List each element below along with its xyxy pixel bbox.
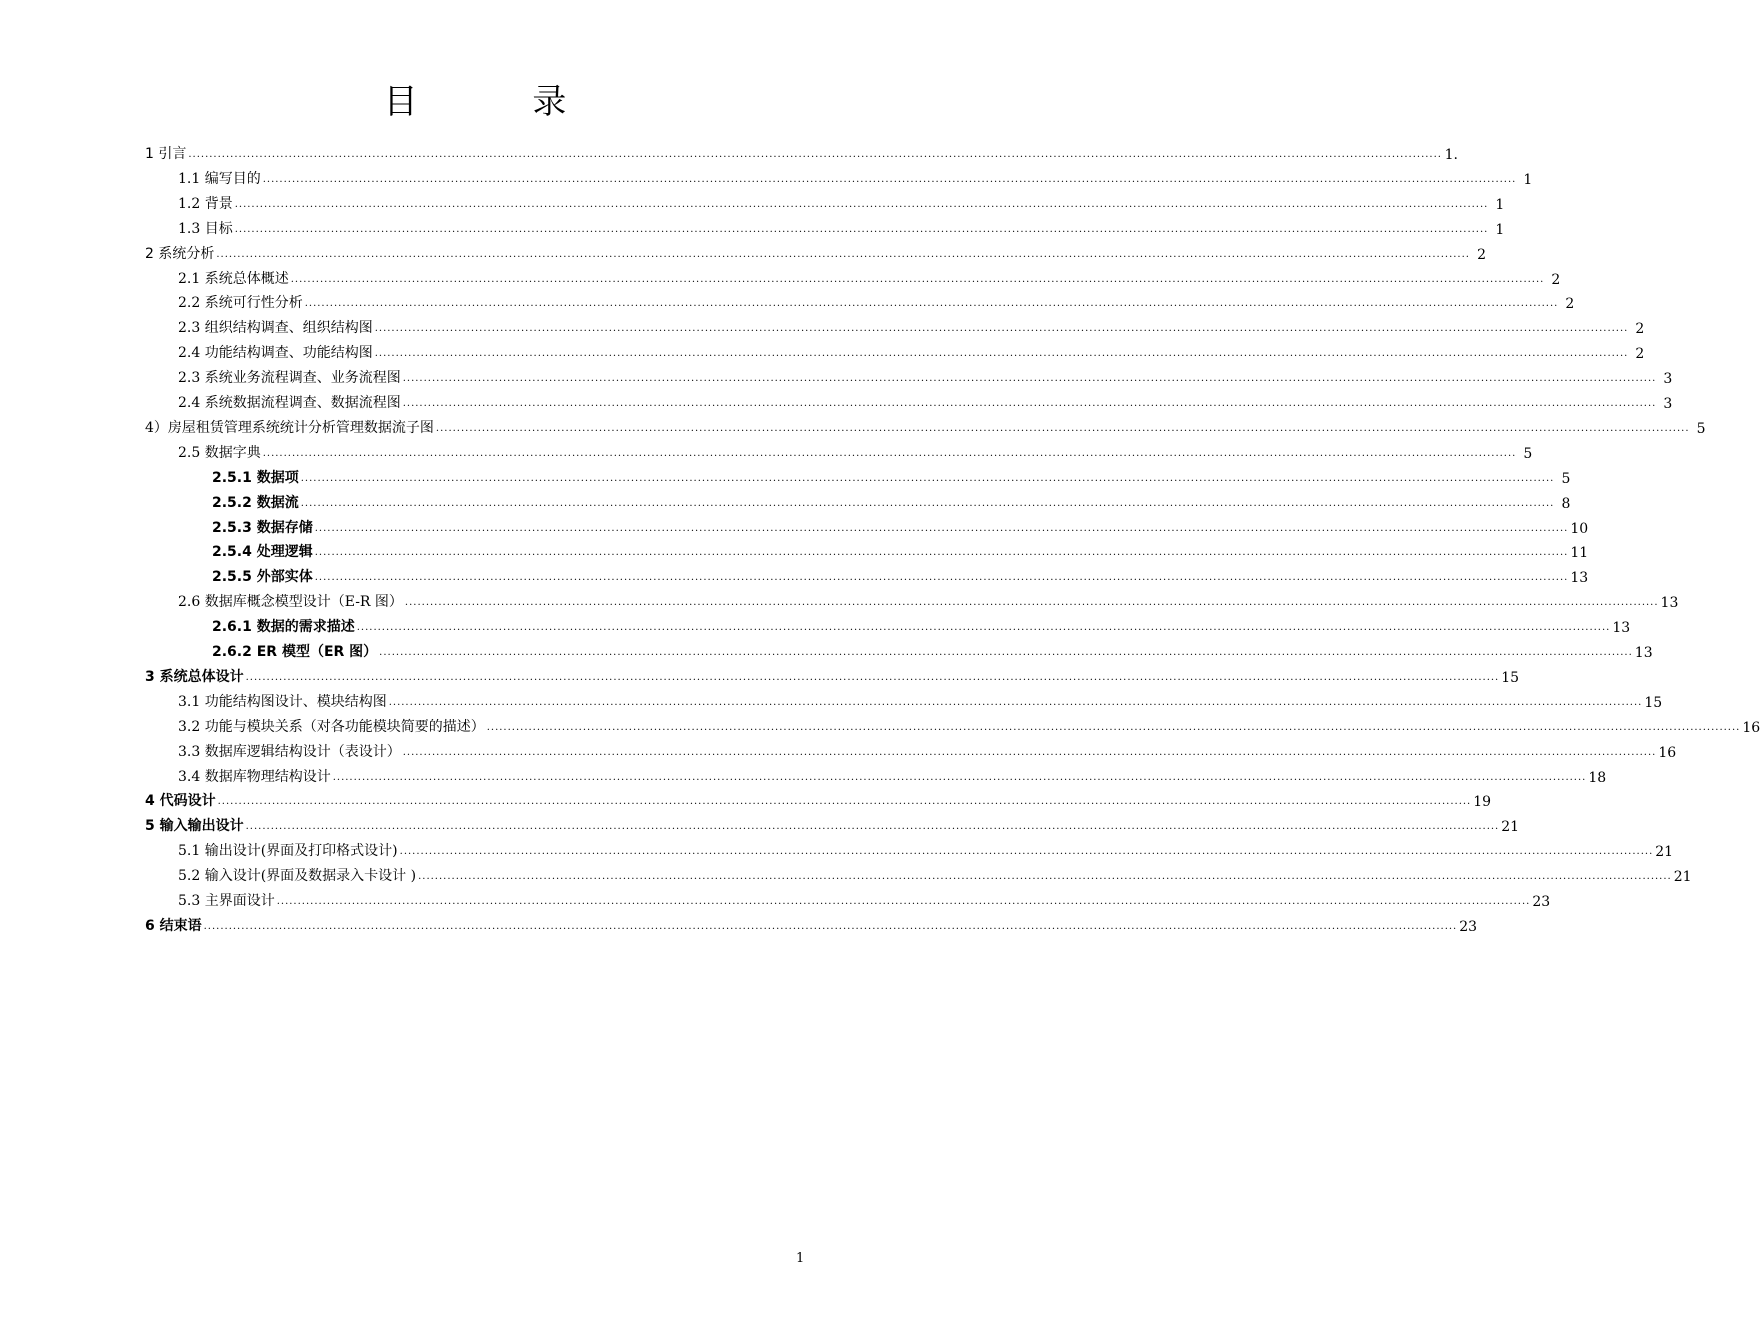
toc-entry-label: 3 系统总体设计 [145, 668, 244, 685]
toc-entry-label: 2.4 功能结构调查、功能结构图 [178, 345, 373, 362]
toc-entry-label: 2 系统分析 [145, 245, 215, 262]
toc-entry-label: 2.6.1 数据的需求描述 [212, 619, 355, 636]
toc-entry-page: 5 [1696, 420, 1706, 437]
toc-entry[interactable] [178, 188, 1505, 213]
toc-entry-label: 2.3 组织结构调查、组织结构图 [178, 320, 373, 337]
toc-entry-label: 2.1 系统总体概述 [178, 270, 289, 287]
toc-entry-page: 2 [1565, 296, 1575, 313]
toc-leader-dots: ............................................................................................................................................................................................................................................................................................................ [435, 422, 1690, 434]
toc-entry[interactable] [178, 761, 1607, 786]
toc-entry-label: 2.5.2 数据流 [212, 494, 299, 511]
toc-leader-dots: ............................................................................................................................................................................................................................................................................................................ [379, 647, 1633, 658]
toc-entry-page: 21 [1673, 869, 1692, 886]
toc-entry-page: 5 [1523, 445, 1533, 462]
toc-entry-label: 2.5.1 数据项 [212, 469, 299, 486]
toc-entry-label: 3.2 功能与模块关系（对各功能模块简要的描述） [178, 718, 485, 735]
toc-leader-dots: ............................................................................................................................................................................................................................................................................................................ [388, 696, 1643, 708]
toc-entry-label: 3.3 数据库逻辑结构设计（表设计） [178, 743, 401, 760]
toc-leader-dots: ............................................................................................................................................................................................................................................................................................................ [300, 497, 1555, 509]
toc-entry-page: 3 [1663, 371, 1673, 388]
toc-entry[interactable] [178, 736, 1677, 761]
toc-entry[interactable] [145, 138, 1458, 163]
toc-entry-label: 5.2 输入设计(界面及数据录入卡设计 ) [178, 868, 417, 885]
toc-leader-dots: ............................................................................................................................................................................................................................................................................................................ [314, 522, 1569, 534]
toc-leader-dots: ............................................................................................................................................................................................................................................................................................................ [245, 821, 1500, 833]
toc-entry-page: 2 [1551, 271, 1561, 288]
toc-entry-page: 21 [1501, 819, 1520, 836]
page-number: 1 [796, 1251, 805, 1266]
toc-leader-dots: ............................................................................................................................................................................................................................................................................................................ [290, 273, 1545, 285]
toc-entry-label: 3.4 数据库物理结构设计 [178, 768, 331, 785]
toc-leader-dots: ............................................................................................................................................................................................................................................................................................................ [356, 622, 1611, 634]
toc-entry-label: 2.3 系统业务流程调查、业务流程图 [178, 370, 401, 387]
toc-leader-dots: ............................................................................................................................................................................................................................................................................................................ [314, 572, 1569, 584]
toc-entry[interactable] [178, 686, 1663, 711]
toc-entry-label: 6 结束语 [145, 917, 202, 934]
toc-entry-label: 5.3 主界面设计 [178, 893, 275, 909]
toc-entry[interactable] [145, 910, 1478, 935]
toc-entry[interactable] [145, 785, 1492, 811]
toc-leader-dots: ............................................................................................................................................................................................................................................................................................................ [332, 771, 1587, 783]
toc-entry-label: 5 输入输出设计 [145, 818, 244, 835]
toc-leader-dots: ............................................................................................................................................................................................................................................................................................................ [374, 323, 1629, 335]
toc-entry[interactable] [212, 561, 1589, 587]
toc-leader-dots: ............................................................................................................................................................................................................................................................................................................ [374, 348, 1629, 360]
toc-entry-page: 5 [1561, 470, 1571, 487]
toc-leader-dots: ............................................................................................................................................................................................................................................................................................................ [216, 248, 1470, 260]
toc-leader-dots: ............................................................................................................................................................................................................................................................................................................ [276, 896, 1531, 907]
toc-entry[interactable] [145, 412, 1706, 437]
toc-entry-page: 13 [1612, 620, 1631, 637]
toc-entry[interactable] [212, 462, 1571, 487]
toc-entry-page: 8 [1561, 495, 1571, 512]
toc-entry-page: 13 [1634, 645, 1653, 661]
toc-entry[interactable] [178, 263, 1561, 288]
toc-entry[interactable] [145, 661, 1520, 686]
toc-entry[interactable] [178, 835, 1674, 861]
toc-entry[interactable] [212, 512, 1589, 537]
toc-entry-label: 4）房屋租赁管理系统统计分析管理数据流子图 [145, 419, 434, 436]
toc-entry[interactable] [145, 810, 1520, 836]
toc-entry-page: 23 [1532, 894, 1551, 910]
toc-entry-label: 2.5 数据字典 [178, 444, 261, 461]
toc-entry[interactable] [178, 586, 1679, 612]
toc-leader-dots: ............................................................................................................................................................................................................................................................................................................ [402, 373, 1657, 385]
toc-entry-label: 1.3 目标 [178, 220, 233, 237]
toc-leader-dots: ............................................................................................................................................................................................................................................................................................................ [188, 149, 1442, 160]
toc-entry-label: 2.6.2 ER 模型（ER 图） [212, 644, 378, 660]
toc-entry-label: 2.6 数据库概念模型设计（E-R 图） [178, 594, 403, 611]
toc-leader-dots: ............................................................................................................................................................................................................................................................................................................ [399, 846, 1654, 858]
toc-entry-page: 15 [1501, 669, 1520, 686]
toc-entry[interactable] [178, 437, 1533, 462]
toc-leader-dots: ............................................................................................................................................................................................................................................................................................................ [234, 223, 1489, 235]
toc-leader-dots: ............................................................................................................................................................................................................................................................................................................ [234, 198, 1489, 210]
toc-entry-page: 11 [1570, 545, 1589, 562]
toc-entry-label: 2.5.5 外部实体 [212, 569, 313, 586]
toc-leader-dots: ............................................................................................................................................................................................................................................................................................................ [300, 472, 1555, 484]
toc-entry[interactable] [212, 536, 1589, 562]
toc-leader-dots: ............................................................................................................................................................................................................................................................................................................ [217, 796, 1472, 808]
toc-entry-page: 2 [1635, 346, 1645, 363]
toc-entry-page: 13 [1660, 595, 1679, 612]
toc-entry-label: 2.2 系统可行性分析 [178, 295, 303, 312]
toc-entry-label: 5.1 输出设计(界面及打印格式设计) [178, 843, 398, 860]
toc-entry-page: 19 [1473, 794, 1492, 811]
toc-leader-dots: ............................................................................................................................................................................................................................................................................................................ [245, 671, 1500, 683]
toc-entry[interactable] [145, 238, 1486, 263]
toc-leader-dots: ............................................................................................................................................................................................................................................................................................................ [402, 398, 1657, 409]
toc-entry-page: 15 [1644, 694, 1663, 711]
toc-entry-page: 1. [1444, 147, 1458, 163]
toc-entry-label: 1 引言 [145, 146, 187, 162]
toc-leader-dots: ............................................................................................................................................................................................................................................................................................................ [404, 597, 1659, 609]
toc-leader-dots: ............................................................................................................................................................................................................................................................................................................ [262, 447, 1517, 459]
toc-entry-label: 1.2 背景 [178, 195, 233, 212]
toc-entry-page: 2 [1477, 246, 1486, 263]
toc-entry-page: 13 [1570, 570, 1589, 587]
toc-entry-page: 1 [1495, 196, 1505, 213]
toc-leader-dots: ............................................................................................................................................................................................................................................................................................................ [262, 173, 1517, 185]
toc-entry-label: 2.4 系统数据流程调查、数据流程图 [178, 395, 401, 411]
toc-entry[interactable] [178, 287, 1575, 313]
toc-entry[interactable] [178, 337, 1645, 363]
toc-entry[interactable] [178, 312, 1645, 338]
toc-entry-label: 2.5.3 数据存储 [212, 519, 313, 536]
toc-entry[interactable] [212, 487, 1571, 512]
toc-entry-label: 2.5.4 处理逻辑 [212, 544, 313, 561]
toc-entry-page: 21 [1655, 844, 1674, 861]
toc-entry[interactable] [178, 163, 1533, 188]
toc-entry-page: 10 [1570, 520, 1589, 537]
toc-entry-label: 3.1 功能结构图设计、模块结构图 [178, 693, 387, 710]
toc-leader-dots: ............................................................................................................................................................................................................................................................................................................ [402, 746, 1657, 758]
toc-entry-label: 4 代码设计 [145, 793, 216, 810]
toc-entry-label: 1.1 编写目的 [178, 170, 261, 187]
toc-entry[interactable] [178, 362, 1673, 388]
toc-entry-page: 2 [1635, 321, 1645, 338]
page-title: 目 录 [383, 82, 619, 122]
toc-entry[interactable] [178, 387, 1673, 412]
toc-entry[interactable] [178, 711, 1760, 736]
toc-entry[interactable] [178, 885, 1551, 910]
toc-leader-dots: ............................................................................................................................................................................................................................................................................................................ [486, 721, 1741, 733]
toc-entry[interactable] [212, 611, 1631, 637]
toc-entry-page: 18 [1588, 769, 1607, 786]
toc-leader-dots: ............................................................................................................................................................................................................................................................................................................ [203, 920, 1458, 932]
toc-leader-dots: ............................................................................................................................................................................................................................................................................................................ [314, 547, 1569, 559]
toc-entry[interactable] [178, 213, 1505, 238]
toc-entry-page: 1 [1523, 171, 1533, 188]
toc-entry-page: 16 [1658, 744, 1677, 761]
toc-leader-dots: ............................................................................................................................................................................................................................................................................................................ [304, 298, 1559, 310]
toc-entry-page: 23 [1459, 918, 1478, 935]
toc-entry-page: 3 [1663, 396, 1673, 412]
toc-entry[interactable] [212, 636, 1653, 661]
toc-entry-page: 1 [1495, 221, 1505, 238]
toc-leader-dots: ............................................................................................................................................................................................................................................................................................................ [418, 871, 1672, 883]
toc-entry-page: 16 [1742, 719, 1760, 736]
toc-entry[interactable] [178, 860, 1692, 886]
